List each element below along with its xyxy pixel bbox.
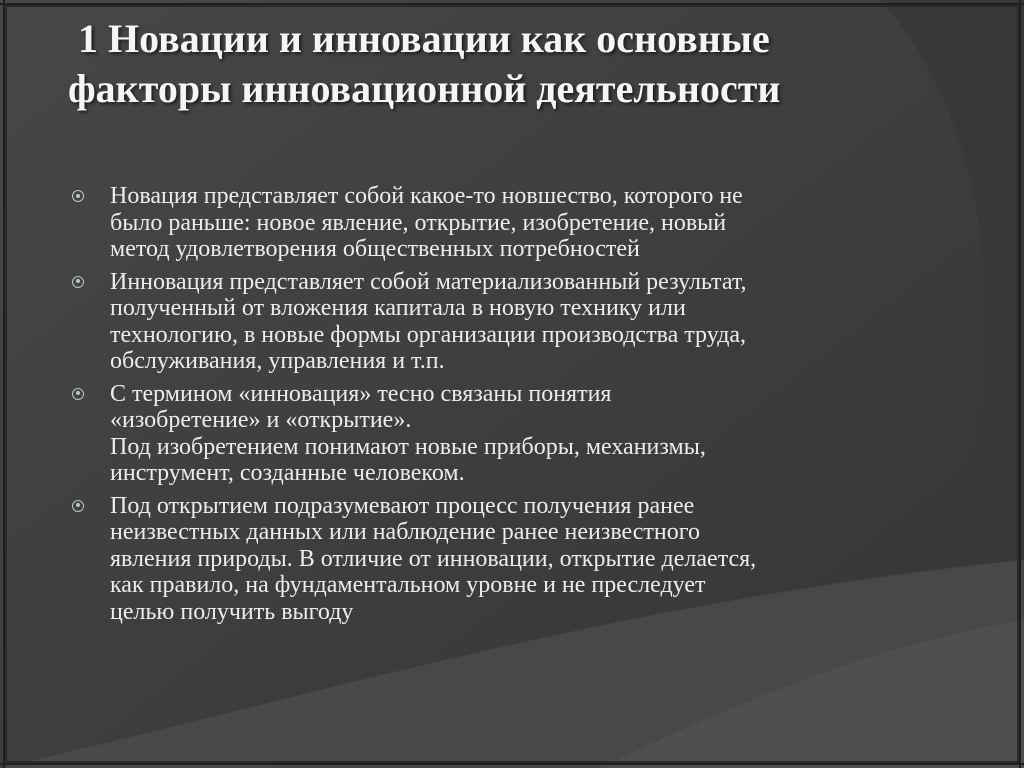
- bullet-line: Инновация представляет собой материализованный результат,: [110, 268, 747, 295]
- bullet-line: полученный от вложения капитала в новую технику или: [110, 295, 686, 321]
- title-line-1: 1 Новации и инновации как основные: [78, 16, 770, 61]
- bullet-line: С термином «инновация» тесно связаны понятия: [110, 380, 612, 407]
- bullet-item: [68, 381, 888, 487]
- circle-bullet-icon: [72, 276, 84, 288]
- circle-bullet-icon: [72, 190, 84, 202]
- slide-title: [40, 14, 940, 114]
- title-line-2: факторы инновационной деятельности: [68, 66, 781, 111]
- bullet-line: было раньше: новое явление, открытие, изобретение, новый: [110, 209, 727, 236]
- circle-bullet-icon: [72, 388, 84, 400]
- bullet-line: «изобретение» и «открытие».: [110, 407, 412, 433]
- bullet-line: Под открытием подразумевают процесс получения ранее: [110, 492, 695, 519]
- bullet-line: обслуживания, управления и т.п.: [110, 348, 445, 374]
- bullet-list: [68, 183, 888, 631]
- bullet-line: инструмент, созданные человеком.: [110, 460, 465, 486]
- bullet-line: метод удовлетворения общественных потребностей: [110, 236, 640, 262]
- bullet-item: [68, 183, 888, 263]
- bullet-line: технологию, в новые формы организации производства труда,: [110, 321, 747, 348]
- bullet-line: Под изобретением понимают новые приборы, механизмы,: [110, 433, 706, 460]
- bullet-line: Новация представляет собой какое-то новшество, которого не: [110, 183, 743, 209]
- bullet-line: целью получить выгоду: [110, 598, 354, 625]
- bullet-line: неизвестных данных или наблюдение ранее неизвестного: [110, 519, 701, 545]
- bullet-item: [68, 493, 888, 626]
- bullet-item: [68, 269, 888, 375]
- bullet-line: явления природы. В отличие от инновации, открытие делается,: [110, 545, 757, 572]
- circle-bullet-icon: [72, 500, 84, 512]
- bullet-line: как правило, на фундаментальном уровне и не преследует: [110, 572, 706, 598]
